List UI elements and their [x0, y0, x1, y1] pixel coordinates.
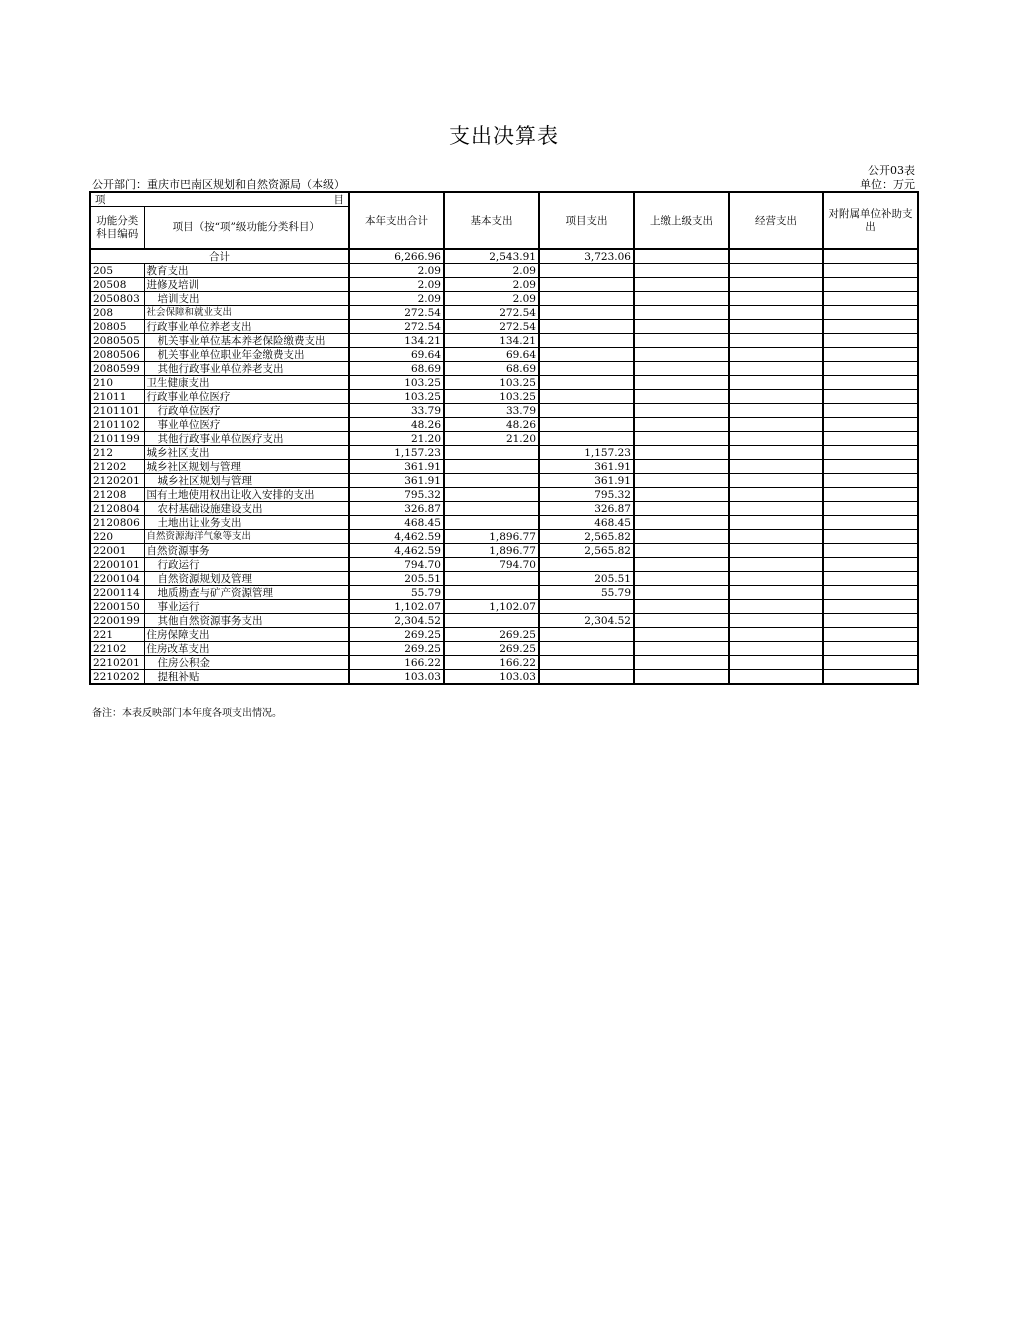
- row-project: [539, 404, 634, 418]
- row-subsidy: [823, 670, 918, 685]
- table-row: [90, 488, 918, 502]
- row-subsidy: [823, 572, 918, 586]
- row-business: [729, 642, 823, 656]
- row-upper: [634, 418, 729, 432]
- row-upper: [634, 628, 729, 642]
- row-project: [539, 418, 634, 432]
- row-subsidy: [823, 600, 918, 614]
- row-subsidy: [823, 278, 918, 292]
- row-total: 272.54: [349, 306, 444, 320]
- row-subsidy: [823, 586, 918, 600]
- row-basic: 21.20: [444, 432, 539, 446]
- row-total: 2,304.52: [349, 614, 444, 628]
- row-subsidy: [823, 432, 918, 446]
- table-row: [90, 600, 918, 614]
- row-upper: [634, 516, 729, 530]
- table-row: [90, 586, 918, 600]
- table-row: [90, 614, 918, 628]
- row-name: 其他自然资源事务支出: [144, 614, 349, 628]
- row-upper: [634, 376, 729, 390]
- row-business: [729, 362, 823, 376]
- row-business: [729, 460, 823, 474]
- row-project: [539, 362, 634, 376]
- row-upper: [634, 362, 729, 376]
- row-upper: [634, 474, 729, 488]
- row-code: 2200150: [90, 600, 144, 614]
- row-upper: [634, 544, 729, 558]
- row-subsidy: [823, 446, 918, 460]
- row-project: [539, 628, 634, 642]
- row-name: 事业单位医疗: [144, 418, 349, 432]
- row-total: 134.21: [349, 334, 444, 348]
- row-subsidy: [823, 306, 918, 320]
- row-project: [539, 376, 634, 390]
- row-basic: [444, 572, 539, 586]
- row-basic: [444, 488, 539, 502]
- row-basic: 103.03: [444, 670, 539, 685]
- row-business: [729, 474, 823, 488]
- row-subsidy: [823, 614, 918, 628]
- row-code: 2200101: [90, 558, 144, 572]
- table-row: [90, 264, 918, 278]
- row-name: 住房保障支出: [144, 628, 349, 642]
- row-code: 2120804: [90, 502, 144, 516]
- row-basic: 1,102.07: [444, 600, 539, 614]
- header-total: 本年支出合计: [349, 192, 444, 249]
- table-row: [90, 628, 918, 642]
- total-basic: 2,543.91: [444, 249, 539, 264]
- row-total: 166.22: [349, 656, 444, 670]
- row-total: 21.20: [349, 432, 444, 446]
- row-business: [729, 390, 823, 404]
- row-upper: [634, 292, 729, 306]
- row-subsidy: [823, 642, 918, 656]
- row-total: 468.45: [349, 516, 444, 530]
- header-project: 项目支出: [539, 192, 634, 249]
- row-name: 城乡社区规划与管理: [144, 460, 349, 474]
- table-row: [90, 348, 918, 362]
- total-label: 合计: [90, 249, 349, 264]
- row-basic: 1,896.77: [444, 544, 539, 558]
- header-upper: 上缴上级支出: [634, 192, 729, 249]
- row-subsidy: [823, 488, 918, 502]
- row-project: 326.87: [539, 502, 634, 516]
- row-business: [729, 572, 823, 586]
- row-total: 361.91: [349, 460, 444, 474]
- row-project: [539, 292, 634, 306]
- row-upper: [634, 572, 729, 586]
- row-code: 2101102: [90, 418, 144, 432]
- row-basic: [444, 474, 539, 488]
- row-business: [729, 348, 823, 362]
- total-row: [90, 249, 918, 264]
- table-row: [90, 306, 918, 320]
- row-business: [729, 600, 823, 614]
- row-basic: 269.25: [444, 642, 539, 656]
- row-subsidy: [823, 628, 918, 642]
- row-basic: 166.22: [444, 656, 539, 670]
- row-code: 205: [90, 264, 144, 278]
- row-total: 326.87: [349, 502, 444, 516]
- row-basic: 269.25: [444, 628, 539, 642]
- header-item-left: 项: [95, 193, 106, 206]
- row-subsidy: [823, 502, 918, 516]
- row-project: [539, 642, 634, 656]
- row-name: 农村基础设施建设支出: [144, 502, 349, 516]
- row-basic: 794.70: [444, 558, 539, 572]
- row-code: 2101101: [90, 404, 144, 418]
- row-subsidy: [823, 656, 918, 670]
- row-subsidy: [823, 292, 918, 306]
- table-row: [90, 432, 918, 446]
- row-total: 33.79: [349, 404, 444, 418]
- table-row: [90, 334, 918, 348]
- row-name: 卫生健康支出: [144, 376, 349, 390]
- row-total: 4,462.59: [349, 544, 444, 558]
- row-code: 2200104: [90, 572, 144, 586]
- row-name: 机关事业单位基本养老保险缴费支出: [144, 334, 349, 348]
- row-business: [729, 334, 823, 348]
- row-name: 机关事业单位职业年金缴费支出: [144, 348, 349, 362]
- row-business: [729, 278, 823, 292]
- row-upper: [634, 278, 729, 292]
- row-total: 1,102.07: [349, 600, 444, 614]
- row-upper: [634, 390, 729, 404]
- row-name: 土地出让业务支出: [144, 516, 349, 530]
- form-code: 公开03表: [868, 164, 915, 177]
- row-subsidy: [823, 418, 918, 432]
- row-name: 自然资源海洋气象等支出: [144, 530, 349, 544]
- row-basic: [444, 614, 539, 628]
- row-total: 795.32: [349, 488, 444, 502]
- row-subsidy: [823, 334, 918, 348]
- row-basic: 2.09: [444, 264, 539, 278]
- row-code: 208: [90, 306, 144, 320]
- row-business: [729, 502, 823, 516]
- row-basic: 1,896.77: [444, 530, 539, 544]
- row-upper: [634, 432, 729, 446]
- header-business: 经营支出: [729, 192, 823, 249]
- row-basic: 68.69: [444, 362, 539, 376]
- row-project: 795.32: [539, 488, 634, 502]
- table-row: [90, 516, 918, 530]
- row-code: 212: [90, 446, 144, 460]
- header-subsidy: 对附属单位补助支出: [823, 192, 918, 249]
- header-name: 项目（按“项”级功能分类科目）: [144, 207, 349, 250]
- row-basic: 103.25: [444, 390, 539, 404]
- row-basic: 272.54: [444, 306, 539, 320]
- table-note: 备注：本表反映部门本年度各项支出情况。: [92, 708, 282, 719]
- row-business: [729, 292, 823, 306]
- row-total: 2.09: [349, 264, 444, 278]
- row-upper: [634, 502, 729, 516]
- row-code: 2120806: [90, 516, 144, 530]
- row-total: 794.70: [349, 558, 444, 572]
- table-row: [90, 670, 918, 685]
- table-row: [90, 474, 918, 488]
- row-project: 361.91: [539, 474, 634, 488]
- row-subsidy: [823, 530, 918, 544]
- row-subsidy: [823, 544, 918, 558]
- row-upper: [634, 404, 729, 418]
- table-row: [90, 418, 918, 432]
- row-name: 城乡社区规划与管理: [144, 474, 349, 488]
- row-project: 468.45: [539, 516, 634, 530]
- row-business: [729, 488, 823, 502]
- row-project: [539, 432, 634, 446]
- row-code: 2210201: [90, 656, 144, 670]
- row-name: 自然资源事务: [144, 544, 349, 558]
- table-row: [90, 404, 918, 418]
- unit-label: 单位：万元: [860, 178, 915, 191]
- row-basic: [444, 586, 539, 600]
- table-row: [90, 390, 918, 404]
- row-project: [539, 656, 634, 670]
- row-code: 2080505: [90, 334, 144, 348]
- row-business: [729, 558, 823, 572]
- row-project: [539, 306, 634, 320]
- row-upper: [634, 642, 729, 656]
- row-subsidy: [823, 320, 918, 334]
- row-name: 行政事业单位医疗: [144, 390, 349, 404]
- row-business: [729, 320, 823, 334]
- row-project: [539, 320, 634, 334]
- row-code: 21208: [90, 488, 144, 502]
- row-project: [539, 334, 634, 348]
- row-total: 69.64: [349, 348, 444, 362]
- row-business: [729, 516, 823, 530]
- row-basic: 2.09: [444, 292, 539, 306]
- row-code: 2101199: [90, 432, 144, 446]
- row-basic: 69.64: [444, 348, 539, 362]
- row-name: 国有土地使用权出让收入安排的支出: [144, 488, 349, 502]
- row-upper: [634, 348, 729, 362]
- row-upper: [634, 334, 729, 348]
- row-name: 城乡社区支出: [144, 446, 349, 460]
- row-basic: 103.25: [444, 376, 539, 390]
- row-total: 55.79: [349, 586, 444, 600]
- row-upper: [634, 656, 729, 670]
- header-code: 功能分类科目编码: [90, 207, 144, 250]
- row-upper: [634, 460, 729, 474]
- row-name: 社会保障和就业支出: [144, 306, 349, 320]
- table-row: [90, 502, 918, 516]
- table-row: [90, 376, 918, 390]
- row-code: 221: [90, 628, 144, 642]
- total-total: 6,266.96: [349, 249, 444, 264]
- header-item-cell: [90, 192, 349, 207]
- expenditure-table: [89, 191, 919, 685]
- row-code: 210: [90, 376, 144, 390]
- row-name: 进修及培训: [144, 278, 349, 292]
- row-project: [539, 600, 634, 614]
- header-basic: 基本支出: [444, 192, 539, 249]
- table-row: [90, 572, 918, 586]
- row-upper: [634, 558, 729, 572]
- row-subsidy: [823, 376, 918, 390]
- row-total: 48.26: [349, 418, 444, 432]
- row-basic: [444, 502, 539, 516]
- row-total: 103.25: [349, 390, 444, 404]
- header-item-right: 目: [333, 193, 344, 206]
- row-name: 自然资源规划及管理: [144, 572, 349, 586]
- row-project: 2,565.82: [539, 530, 634, 544]
- row-name: 事业运行: [144, 600, 349, 614]
- row-project: 1,157.23: [539, 446, 634, 460]
- department-label: 公开部门：重庆市巴南区规划和自然资源局（本级）: [92, 178, 345, 191]
- row-upper: [634, 600, 729, 614]
- row-total: 103.03: [349, 670, 444, 685]
- row-basic: [444, 446, 539, 460]
- row-code: 20508: [90, 278, 144, 292]
- table-row: [90, 320, 918, 334]
- row-code: 21011: [90, 390, 144, 404]
- row-name: 行政运行: [144, 558, 349, 572]
- table-row: [90, 460, 918, 474]
- row-upper: [634, 446, 729, 460]
- row-upper: [634, 614, 729, 628]
- row-subsidy: [823, 404, 918, 418]
- table-row: [90, 362, 918, 376]
- row-business: [729, 418, 823, 432]
- table-row: [90, 292, 918, 306]
- row-business: [729, 432, 823, 446]
- row-upper: [634, 530, 729, 544]
- row-total: 2.09: [349, 292, 444, 306]
- row-project: 205.51: [539, 572, 634, 586]
- row-basic: 33.79: [444, 404, 539, 418]
- table-row: [90, 642, 918, 656]
- row-name: 地质勘查与矿产资源管理: [144, 586, 349, 600]
- total-upper: [634, 249, 729, 264]
- row-business: [729, 614, 823, 628]
- row-subsidy: [823, 558, 918, 572]
- row-business: [729, 376, 823, 390]
- row-project: [539, 670, 634, 685]
- row-code: 2080506: [90, 348, 144, 362]
- row-code: 20805: [90, 320, 144, 334]
- row-code: 220: [90, 530, 144, 544]
- row-total: 4,462.59: [349, 530, 444, 544]
- row-total: 272.54: [349, 320, 444, 334]
- row-basic: [444, 516, 539, 530]
- row-subsidy: [823, 362, 918, 376]
- row-code: 21202: [90, 460, 144, 474]
- row-subsidy: [823, 516, 918, 530]
- row-code: 2050803: [90, 292, 144, 306]
- row-business: [729, 670, 823, 685]
- row-subsidy: [823, 460, 918, 474]
- row-code: 2210202: [90, 670, 144, 685]
- row-upper: [634, 488, 729, 502]
- row-business: [729, 530, 823, 544]
- row-project: [539, 348, 634, 362]
- row-total: 68.69: [349, 362, 444, 376]
- row-total: 2.09: [349, 278, 444, 292]
- row-name: 培训支出: [144, 292, 349, 306]
- table-row: [90, 446, 918, 460]
- row-project: 2,304.52: [539, 614, 634, 628]
- row-name: 其他行政事业单位养老支出: [144, 362, 349, 376]
- row-name: 教育支出: [144, 264, 349, 278]
- row-project: 2,565.82: [539, 544, 634, 558]
- row-project: [539, 278, 634, 292]
- row-subsidy: [823, 264, 918, 278]
- row-total: 205.51: [349, 572, 444, 586]
- row-business: [729, 446, 823, 460]
- table-row: [90, 656, 918, 670]
- total-business: [729, 249, 823, 264]
- table-row: [90, 530, 918, 544]
- row-code: 22102: [90, 642, 144, 656]
- row-project: 55.79: [539, 586, 634, 600]
- total-subsidy: [823, 249, 918, 264]
- row-name: 行政单位医疗: [144, 404, 349, 418]
- row-business: [729, 628, 823, 642]
- header-row-item: [90, 192, 918, 207]
- row-business: [729, 264, 823, 278]
- row-name: 住房公积金: [144, 656, 349, 670]
- row-total: 103.25: [349, 376, 444, 390]
- row-code: 22001: [90, 544, 144, 558]
- row-name: 行政事业单位养老支出: [144, 320, 349, 334]
- row-basic: 272.54: [444, 320, 539, 334]
- row-name: 住房改革支出: [144, 642, 349, 656]
- row-upper: [634, 320, 729, 334]
- row-basic: 134.21: [444, 334, 539, 348]
- row-project: 361.91: [539, 460, 634, 474]
- row-code: 2200114: [90, 586, 144, 600]
- row-basic: 2.09: [444, 278, 539, 292]
- row-upper: [634, 586, 729, 600]
- row-subsidy: [823, 390, 918, 404]
- row-business: [729, 404, 823, 418]
- row-upper: [634, 670, 729, 685]
- row-code: 2120201: [90, 474, 144, 488]
- total-project: 3,723.06: [539, 249, 634, 264]
- row-name: 提租补贴: [144, 670, 349, 685]
- row-business: [729, 306, 823, 320]
- row-upper: [634, 264, 729, 278]
- row-basic: 48.26: [444, 418, 539, 432]
- row-upper: [634, 306, 729, 320]
- row-project: [539, 558, 634, 572]
- row-code: 2200199: [90, 614, 144, 628]
- page-title: 支出决算表: [449, 124, 559, 148]
- row-business: [729, 656, 823, 670]
- table-row: [90, 544, 918, 558]
- row-basic: [444, 460, 539, 474]
- table-row: [90, 278, 918, 292]
- row-business: [729, 586, 823, 600]
- row-total: 1,157.23: [349, 446, 444, 460]
- row-project: [539, 264, 634, 278]
- row-total: 269.25: [349, 642, 444, 656]
- table-row: [90, 558, 918, 572]
- row-subsidy: [823, 474, 918, 488]
- row-total: 361.91: [349, 474, 444, 488]
- row-code: 2080599: [90, 362, 144, 376]
- row-business: [729, 544, 823, 558]
- row-name: 其他行政事业单位医疗支出: [144, 432, 349, 446]
- row-project: [539, 390, 634, 404]
- row-total: 269.25: [349, 628, 444, 642]
- row-subsidy: [823, 348, 918, 362]
